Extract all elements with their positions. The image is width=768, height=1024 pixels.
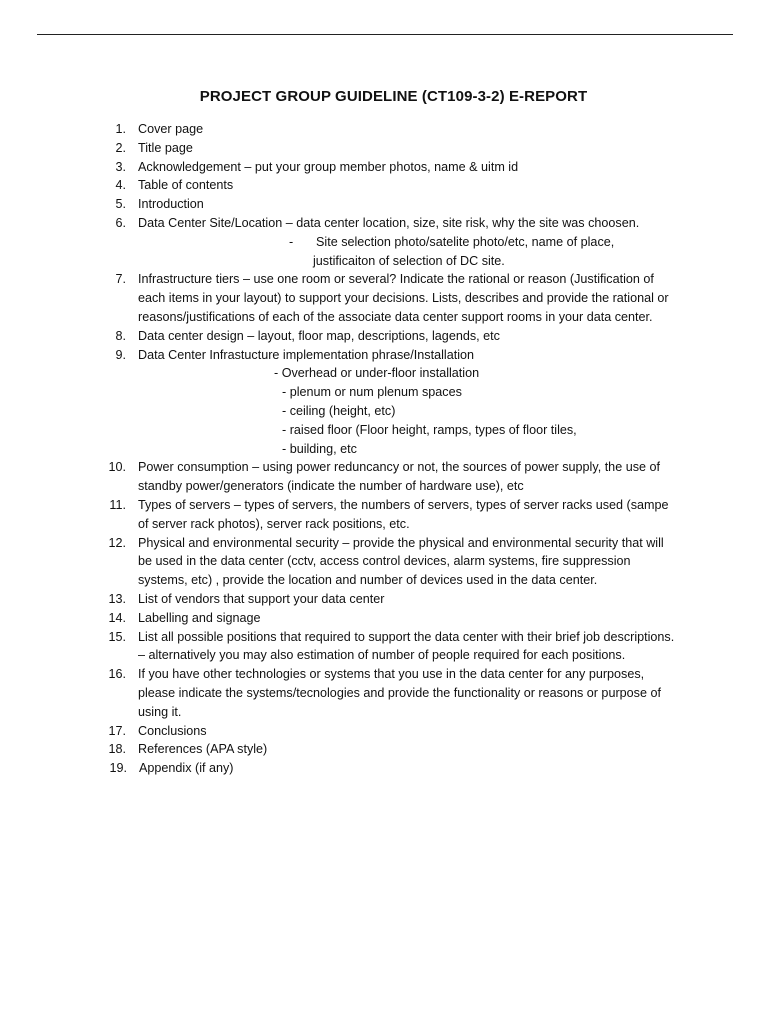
list-item-11: 11. Types of servers – types of servers, the numbers of servers, types of server racks used (sampe of server rack photos), server rack positions, etc. [109,497,669,531]
list-item-text: If you have other technologies or systems that you use in the data center for any purposes, please indicate the systems/tecnologies and provide the functionality or reasons or purpose of using it. [138,667,661,719]
list-item-9: 9. Data Center Infrastucture implementation phrase/Installation [115,347,475,362]
item9-subpoint: - ceiling (height, etc) [282,403,396,418]
list-item-text: Conclusions [138,723,207,738]
item9-subpoint: - building, etc [282,441,357,456]
list-item-13: 13. List of vendors that support your data center [108,591,385,606]
list-item-2: 2. Title page [115,140,193,155]
list-item-10: 10. Power consumption – using power reduncancy or not, the sources of power supply, the use of standby power/generators (indicate the number of hardware use), etc [108,460,661,494]
list-item-8: 8. Data center design – layout, floor map, descriptions, lagends, etc [115,328,500,343]
list-item-text: List all possible positions that required to support the data center with their brief job descriptions. – alternatively you may also estimation of number of people required for each positions. [138,629,675,663]
item9-subpoint: - raised floor (Floor height, ramps, types of floor tiles, [282,422,577,437]
list-item-text: Power consumption – using power reduncancy or not, the sources of power supply, the use of standby power/generators (indicate the number of hardware use), etc [138,460,661,494]
list-item-5: 5. Introduction [115,197,204,212]
list-item-18: 18. References (APA style) [108,742,268,757]
item6-subpoint-line1: Site selection photo/satelite photo/etc, name of place, [316,234,615,249]
list-item-17: 17. Conclusions [108,723,207,738]
list-item-16: 16. If you have other technologies or systems that you use in the data center for any purposes, please indicate the systems/tecnologies and provide the functionality or reasons or purpose of using it. [108,667,661,719]
list-item-text: Labelling and signage [138,610,261,625]
item6-subpoint-continued: justificaiton of selection of DC site. [313,253,505,268]
header-rule [37,34,733,35]
list-item-text: Data center design – layout, floor map, descriptions, lagends, etc [138,328,500,343]
list-item-text: Data Center Infrastucture implementation phrase/Installation [138,347,475,362]
list-item-text: Infrastructure tiers – use one room or several? Indicate the rational or reason (Justification of each items in your layout) to support your decisions. Lists, describes and provide the rational or reasons/justifications of each of the associate data center support rooms in your data center. [138,272,669,324]
list-item-6: 6. Data Center Site/Location – data center location, size, site risk, why the site was choosen. [115,215,640,230]
list-item-14: 14. Labelling and signage [108,610,261,625]
list-item-text: Data Center Site/Location – data center location, size, site risk, why the site was choosen. [138,215,640,230]
list-item-15: 15. List all possible positions that required to support the data center with their brief job descriptions. – alternatively you may also estimation of number of people required for each positions. [108,629,675,663]
list-item-text: Table of contents [138,178,234,193]
list-item-3: 3. Acknowledgement – put your group member photos, name & uitm id [115,159,519,174]
list-item-text: Acknowledgement – put your group member photos, name & uitm id [138,159,519,174]
list-item-text: Types of servers – types of servers, the numbers of servers, types of server racks used (sampe of server rack photos), server rack positions, etc. [138,497,669,531]
list-item-19: 19. Appendix (if any) [109,761,234,776]
list-item-7: 7. Infrastructure tiers – use one room or several? Indicate the rational or reason (Justification of each items in your layout) to support your decisions. Lists, describes and provide the rational or reasons/justifications of each of the associate data center support rooms in your data center. [115,272,669,324]
list-item-4: 4. Table of contents [115,178,234,193]
list-item-1: 1. Cover page [115,122,204,136]
item6-subpoint [0,233,768,252]
guideline-list [0,120,768,778]
list-item-text: References (APA style) [138,742,268,757]
list-item-text: Introduction [138,197,204,212]
document-title: PROJECT GROUP GUIDELINE (CT109-3-2) E-REPORT [199,88,588,105]
list-item-text: Title page [138,140,193,155]
list-item-text: List of vendors that support your data center [138,591,385,606]
list-item-12: 12. Physical and environmental security – provide the physical and environmental security that will be used in the data center (cctv, access control devices, alarm systems, fire suppression systems, etc) , provide the location and number of devices used in the data center. [108,535,664,588]
dash-marker: - [289,234,294,249]
list-item-text: Cover page [138,122,204,136]
item9-subpoint: - plenum or num plenum spaces [282,385,462,400]
list-item-text: Physical and environmental security – provide the physical and environmental security that will be used in the data center (cctv, access control devices, alarm systems, fire suppression systems, etc) , provide the location and number of devices used in the data center. [138,535,664,588]
item9-subpoint: - Overhead or under-floor installation [274,366,480,381]
list-item-text: Appendix (if any) [139,761,234,776]
